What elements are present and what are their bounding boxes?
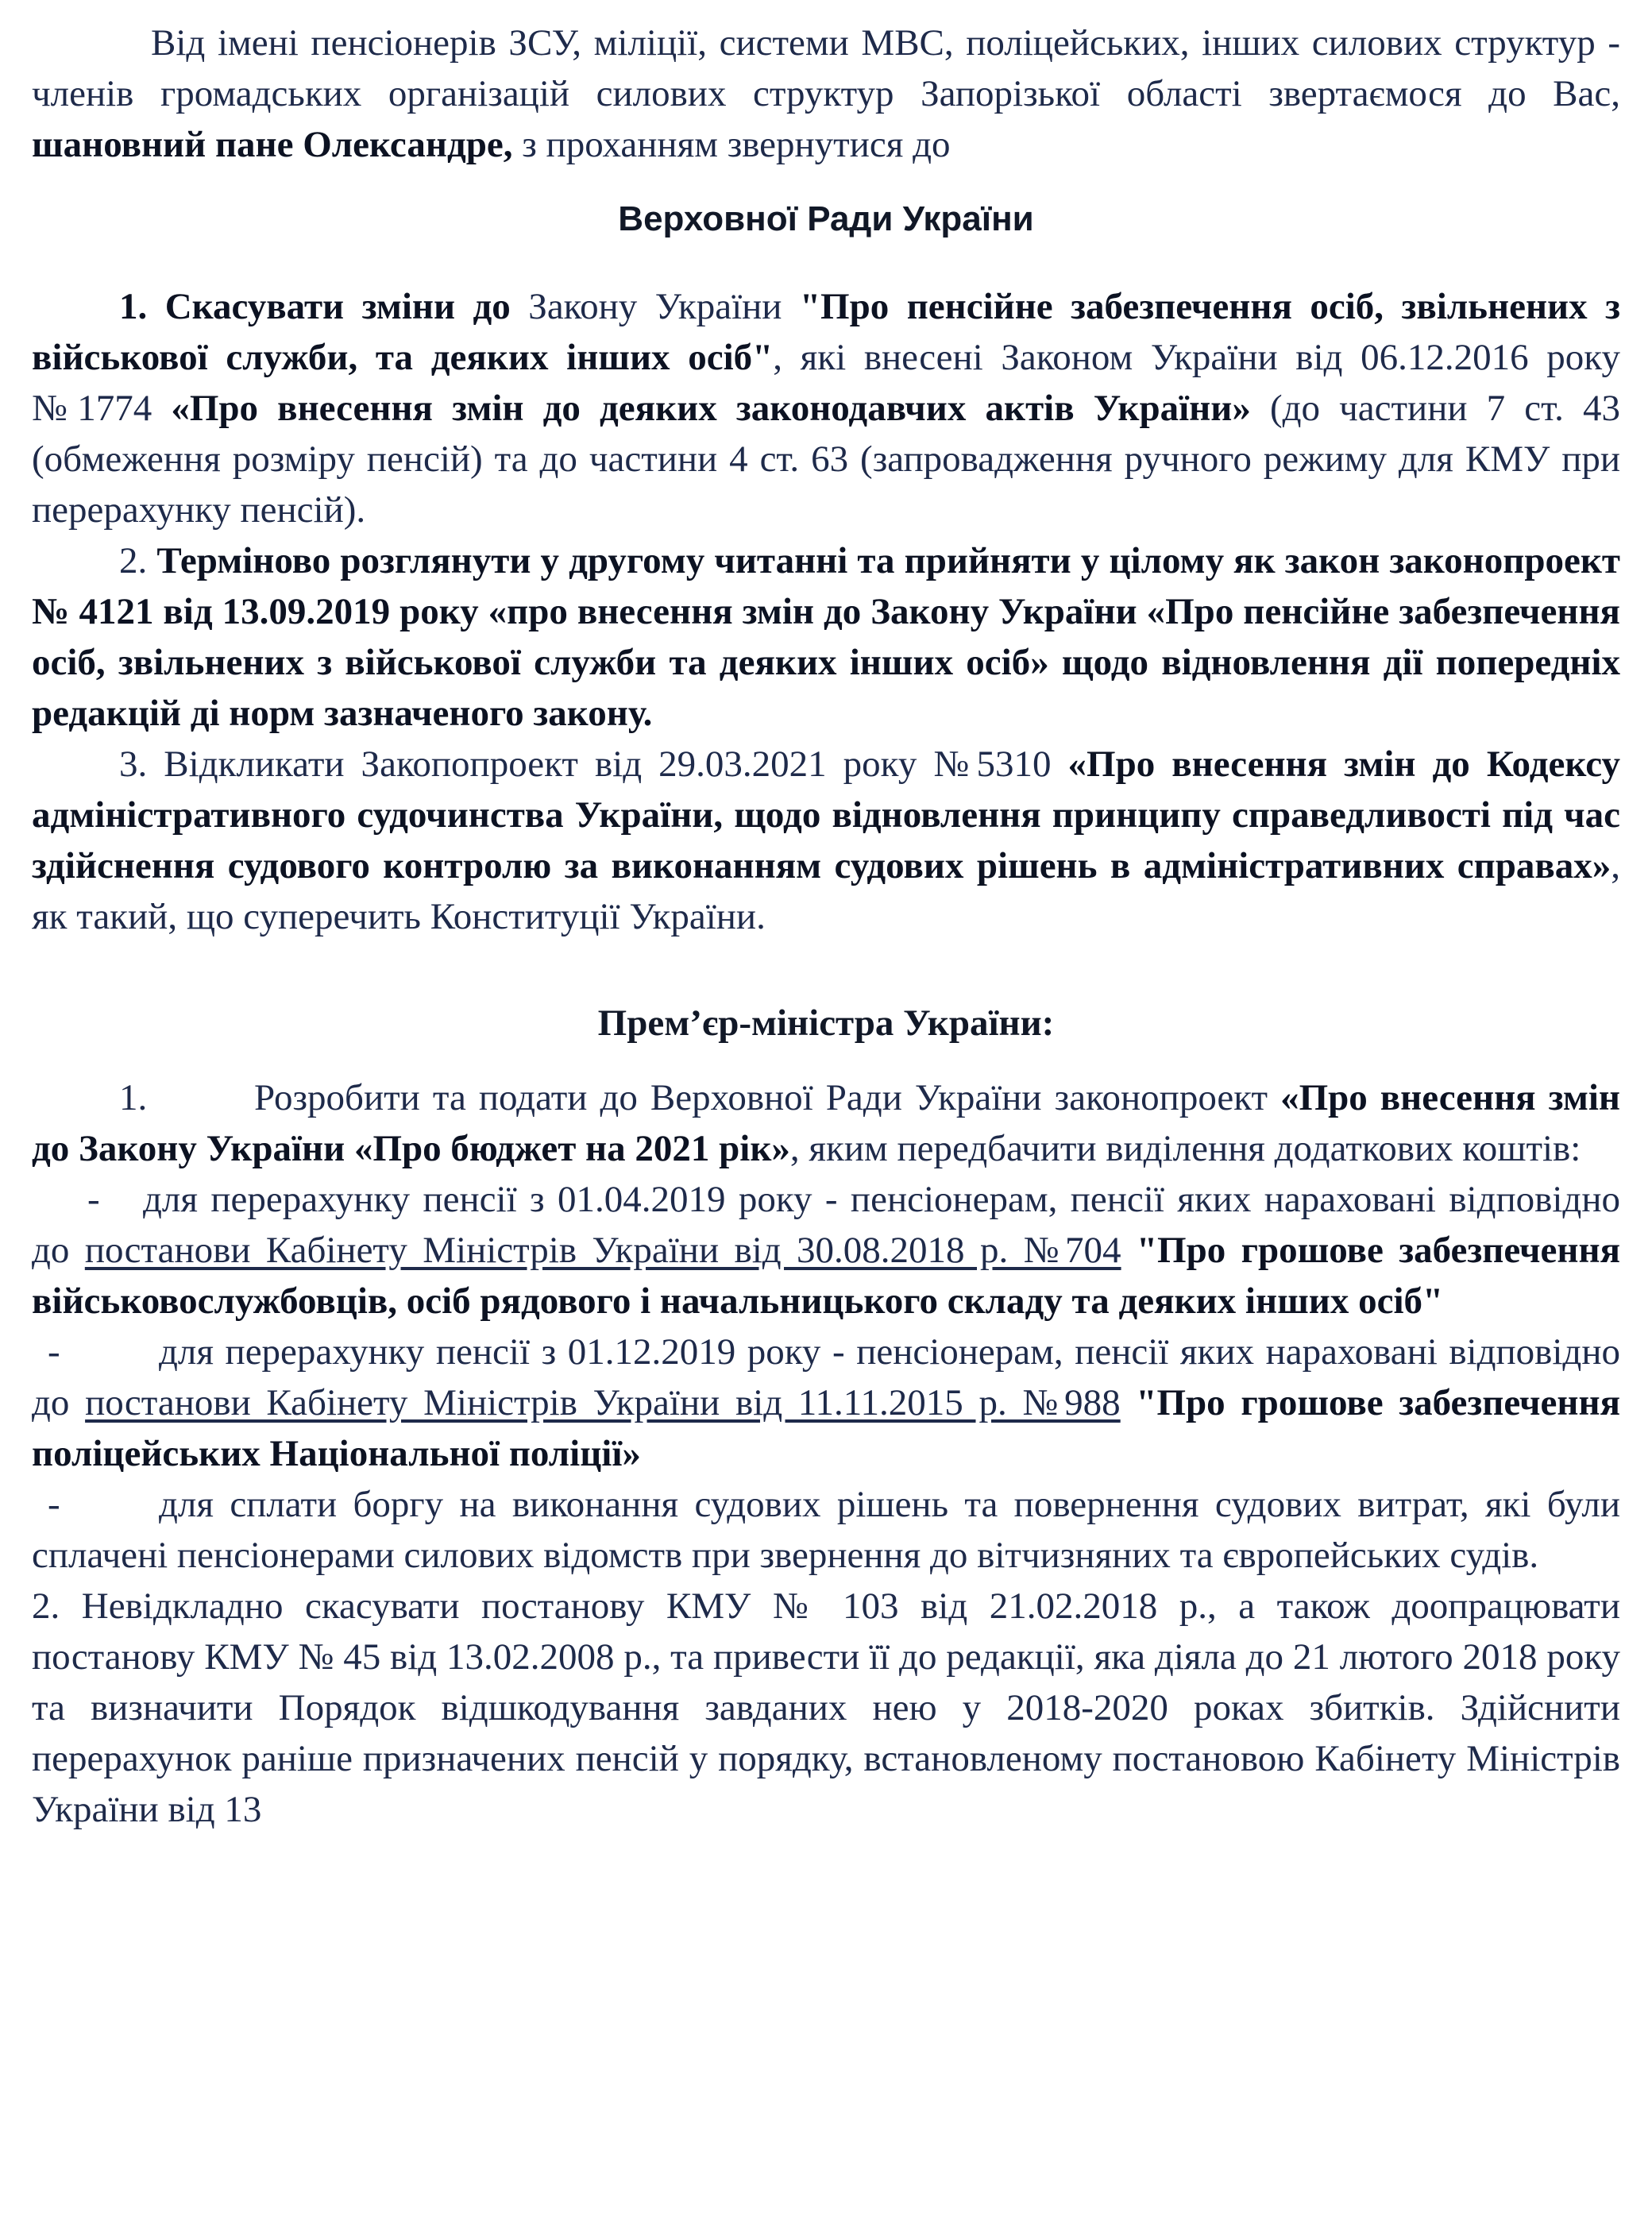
item-text: Відкликати Закопопроект від 29.03.2021 року №5310 xyxy=(164,743,1068,785)
item-text: Розробити та подати до Верховної Ради України законопроект xyxy=(254,1077,1281,1118)
section-heading-parliament: Верховної Ради України xyxy=(618,199,1034,238)
intro-request: з проханням звернутися до xyxy=(512,124,951,165)
addressee: шановний пане Олександре, xyxy=(32,124,513,165)
parliament-item-3 xyxy=(32,739,1620,942)
item-bold: Скасувати зміни до xyxy=(164,286,511,327)
pm-item-2 xyxy=(32,1581,1620,1835)
resolution-title: "Про грошове забезпечення поліцейських Національної поліції» xyxy=(32,1382,1620,1474)
resolution-reference: постанови Кабінету Міністрів України від 30.08.2018 р. №704 xyxy=(84,1230,1121,1271)
item-text: , які внесені Законом України від 06.12.2016 року №1774 xyxy=(32,337,1620,429)
item-text: Закону України xyxy=(510,286,800,327)
bullet-dash: - xyxy=(48,1484,60,1525)
item-number: 2. xyxy=(119,540,157,581)
resolution-reference: постанови Кабінету Міністрів України від 11.11.2015 р. №988 xyxy=(85,1382,1121,1423)
item-bold: Терміново розглянути у другому читанні та прийняти у цілому як закон законопроект № 4121 від 13.09.2019 року «про внесення змін до Закону України «Про пенсійне забезпечення осіб, звільнених з військової служби та деяких інших осіб» щодо відновлення дії попередніх редакцій ді норм зазначеного закону. xyxy=(32,540,1621,734)
parliament-item-2 xyxy=(32,535,1620,739)
item-text: для сплати боргу на виконання судових рішень та повернення судових витрат, які були сплачені пенсіонерами силових відомств при звернення до вітчизняних та європейських судів. xyxy=(32,1484,1620,1576)
pm-bullet-2 xyxy=(32,1327,1620,1479)
item-text: (до частини 7 ст. 43 (обмеження розміру пенсій) та до частини 4 ст. 63 (запровадження ручного режиму для КМУ при перерахунку пенсій). xyxy=(32,388,1621,531)
item-text: для перерахунку пенсії з 01.12.2019 року - пенсіонерам, пенсії яких нараховані відповідно до xyxy=(32,1331,1620,1423)
law-title: «Про внесення змін до Кодексу адміністративного судочинства України, щодо відновлення принципу справедливості під час здійснення судового контролю за виконанням судових рішень в адміністративних справах» xyxy=(32,743,1620,886)
letter-page xyxy=(32,17,1620,1835)
law-title: «Про внесення змін до Закону України «Про бюджет на 2021 рік» xyxy=(32,1077,1621,1169)
item-number: 1. xyxy=(119,1077,148,1118)
item-text: , як такий, що суперечить Конституції України. xyxy=(32,845,1620,937)
pm-bullet-1 xyxy=(32,1174,1620,1327)
item-number: 1. xyxy=(119,286,165,327)
item-text: , яким передбачити виділення додаткових коштів: xyxy=(789,1128,1581,1169)
pm-item-1 xyxy=(32,1072,1620,1174)
bullet-dash: - xyxy=(48,1331,60,1373)
intro-paragraph xyxy=(32,17,1620,170)
section-heading-pm: Прем’єр-міністра України: xyxy=(597,1002,1055,1044)
resolution-title: "Про грошове забезпечення військовослужбовців, осіб рядового і начальницького складу та деяких інших осіб" xyxy=(32,1230,1620,1322)
item-text: для перерахунку пенсії з 01.04.2019 року - пенсіонерам, пенсії яких нараховані відповідно до xyxy=(32,1179,1620,1271)
parliament-item-1 xyxy=(32,281,1620,535)
bullet-dash: - xyxy=(87,1179,100,1220)
item-number: 3. xyxy=(119,743,164,785)
item-text: 2. Невідкладно скасувати постанову КМУ № 103 від 21.02.2018 р., а також доопрацювати постанову КМУ № 45 від 13.02.2008 р., та привести її до редакції, яка діяла до 21 лютого 2018 року та визначити Порядок відшкодування завданих нею у 2018-2020 роках збитків. Здійснити перерахунок раніше призначених пенсій у порядку, встановленому постановою Кабінету Міністрів України від 13 xyxy=(32,1585,1620,1830)
pm-bullet-3 xyxy=(32,1479,1620,1581)
intro-text: Від імені пенсіонерів ЗСУ, міліції, системи МВС, поліцейських, інших силових структур - членів громадських організацій силових структур Запорізької області звертаємося до Вас, xyxy=(32,22,1620,114)
law-title: «Про внесення змін до деяких законодавчих актів України» xyxy=(171,388,1251,429)
law-title: "Про пенсійне забезпечення осіб, звільнених з військової служби, та деяких інших осіб" xyxy=(32,286,1621,378)
